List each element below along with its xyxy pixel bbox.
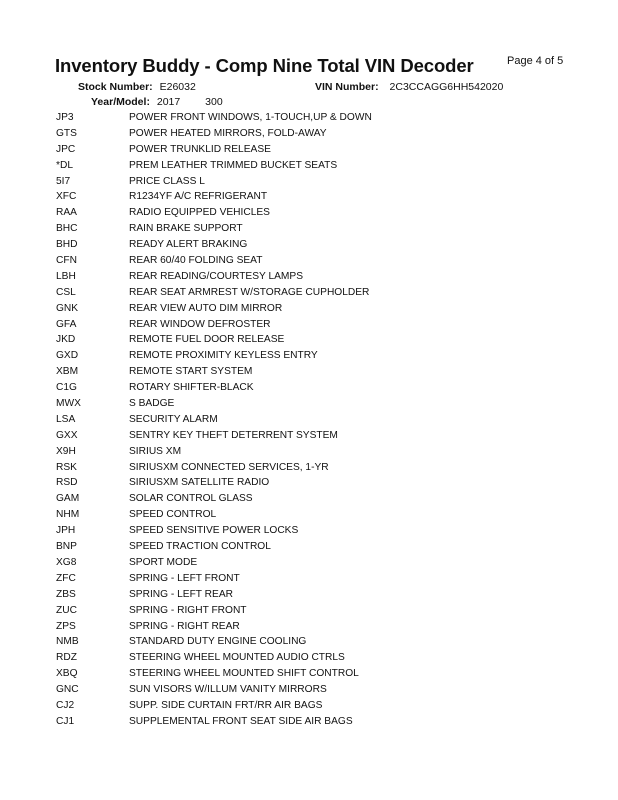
- option-code: GTS: [56, 127, 77, 139]
- option-description: REAR READING/COURTESY LAMPS: [129, 270, 303, 282]
- option-code: CJ1: [56, 715, 75, 727]
- option-description: POWER FRONT WINDOWS, 1-TOUCH,UP & DOWN: [129, 112, 372, 123]
- option-row: [56, 174, 576, 190]
- option-row: [56, 523, 576, 539]
- option-code: XBQ: [56, 668, 78, 680]
- option-code: NMB: [56, 636, 79, 648]
- option-code: 5I7: [56, 175, 71, 187]
- option-description: SPEED SENSITIVE POWER LOCKS: [129, 525, 299, 537]
- option-code: RSK: [56, 461, 77, 473]
- option-code: GAM: [56, 493, 80, 505]
- option-row: [56, 158, 576, 174]
- option-description: REAR VIEW AUTO DIM MIRROR: [129, 302, 283, 314]
- option-code: C1G: [56, 382, 77, 394]
- option-code: BNP: [56, 541, 77, 553]
- option-row: [56, 491, 576, 507]
- model-value: 300: [205, 96, 223, 108]
- option-code: ZPS: [56, 620, 76, 632]
- option-row: [56, 285, 576, 301]
- option-code: JPH: [56, 525, 76, 537]
- option-row: [56, 205, 576, 221]
- option-row: [56, 587, 576, 603]
- option-code: MWX: [56, 398, 81, 410]
- option-code: GXX: [56, 429, 78, 441]
- option-code: RAA: [56, 207, 77, 219]
- option-code: CFN: [56, 255, 77, 267]
- page-indicator: Page 4 of 5: [507, 55, 564, 67]
- option-description: STEERING WHEEL MOUNTED AUDIO CTRLS: [129, 652, 345, 664]
- option-row: [56, 460, 576, 476]
- option-row: [56, 698, 576, 714]
- option-code: BHD: [56, 239, 78, 251]
- option-description: RADIO EQUIPPED VEHICLES: [129, 207, 270, 219]
- option-description: SUN VISORS W/ILLUM VANITY MIRRORS: [129, 684, 327, 696]
- option-description: SUPP. SIDE CURTAIN FRT/RR AIR BAGS: [129, 699, 323, 711]
- option-code: CSL: [56, 286, 76, 298]
- stock-number-label: Stock Number:: [78, 81, 153, 93]
- option-row: [56, 714, 576, 730]
- option-code: CJ2: [56, 699, 75, 711]
- option-description: S BADGE: [129, 398, 175, 410]
- option-row: [56, 412, 576, 428]
- option-code: BHC: [56, 223, 78, 235]
- option-code: X9H: [56, 445, 76, 457]
- option-row: [56, 507, 576, 523]
- stock-number: [78, 81, 196, 93]
- option-row: [56, 682, 576, 698]
- option-row: [56, 650, 576, 666]
- option-description: SPORT MODE: [129, 556, 198, 568]
- option-row: [56, 396, 576, 412]
- option-description: SECURITY ALARM: [129, 413, 218, 425]
- option-description: READY ALERT BRAKING: [129, 239, 248, 251]
- option-row: [56, 142, 576, 158]
- year-value: 2017: [156, 96, 181, 108]
- option-description: SUPPLEMENTAL FRONT SEAT SIDE AIR BAGS: [129, 715, 353, 727]
- option-row: [56, 539, 576, 555]
- option-code: JKD: [56, 334, 76, 346]
- option-code: XFC: [56, 191, 77, 203]
- option-row: [56, 444, 576, 460]
- option-description: REMOTE PROXIMITY KEYLESS ENTRY: [129, 350, 318, 362]
- option-row: [56, 475, 576, 491]
- option-row: [56, 317, 576, 333]
- option-description: SIRIUSXM CONNECTED SERVICES, 1-YR: [129, 461, 329, 473]
- option-code: ZUC: [56, 604, 77, 616]
- option-description: SPEED TRACTION CONTROL: [129, 541, 271, 553]
- option-description: SPEED CONTROL: [129, 509, 217, 521]
- option-description: POWER HEATED MIRRORS, FOLD-AWAY: [129, 127, 327, 139]
- option-row: [56, 619, 576, 635]
- option-description: REAR WINDOW DEFROSTER: [129, 318, 271, 330]
- option-description: SPRING - LEFT REAR: [129, 588, 233, 600]
- option-description: STANDARD DUTY ENGINE COOLING: [129, 636, 307, 648]
- option-description: R1234YF A/C REFRIGERANT: [129, 191, 268, 203]
- stock-number-value: E26032: [159, 81, 196, 93]
- option-description: REAR 60/40 FOLDING SEAT: [129, 255, 263, 267]
- year-model-label: Year/Model:: [91, 96, 150, 108]
- option-description: RAIN BRAKE SUPPORT: [129, 223, 243, 235]
- option-code: RSD: [56, 477, 78, 489]
- option-code: *DL: [56, 159, 73, 171]
- year-model: [91, 96, 223, 108]
- option-row: [56, 380, 576, 396]
- option-row: [56, 348, 576, 364]
- option-row: [56, 571, 576, 587]
- option-description: SPRING - RIGHT FRONT: [129, 604, 247, 616]
- option-code: XG8: [56, 556, 77, 568]
- option-row: [56, 110, 576, 126]
- option-description: REAR SEAT ARMREST W/STORAGE CUPHOLDER: [129, 286, 370, 298]
- option-description: POWER TRUNKLID RELEASE: [129, 143, 271, 155]
- vin-number-value: 2C3CCAGG6HH542020: [389, 81, 504, 93]
- option-description: SPRING - LEFT FRONT: [129, 572, 240, 584]
- option-row: [56, 237, 576, 253]
- option-row: [56, 603, 576, 619]
- vin-number: [315, 81, 503, 93]
- option-row: [56, 301, 576, 317]
- option-description: SIRIUS XM: [129, 445, 182, 457]
- document-title: Inventory Buddy - Comp Nine Total VIN Decoder: [55, 55, 474, 76]
- option-code: LBH: [56, 270, 76, 282]
- option-description: REMOTE FUEL DOOR RELEASE: [129, 334, 285, 346]
- option-row: [56, 555, 576, 571]
- option-code: RDZ: [56, 652, 77, 664]
- option-row: [56, 269, 576, 285]
- option-code: JP3: [56, 112, 74, 123]
- option-code-list: [56, 110, 576, 730]
- option-description: SPRING - RIGHT REAR: [129, 620, 240, 632]
- option-code: GNC: [56, 684, 79, 696]
- option-description: PREM LEATHER TRIMMED BUCKET SEATS: [129, 159, 338, 171]
- option-code: NHM: [56, 509, 80, 521]
- option-description: STEERING WHEEL MOUNTED SHIFT CONTROL: [129, 668, 359, 680]
- option-row: [56, 189, 576, 205]
- option-row: [56, 364, 576, 380]
- option-description: SENTRY KEY THEFT DETERRENT SYSTEM: [129, 429, 338, 441]
- option-description: SIRIUSXM SATELLITE RADIO: [129, 477, 270, 489]
- option-code: XBM: [56, 366, 79, 378]
- option-code: LSA: [56, 413, 76, 425]
- option-code: JPC: [56, 143, 76, 155]
- option-code: ZBS: [56, 588, 76, 600]
- vin-number-label: VIN Number:: [315, 81, 379, 93]
- option-description: PRICE CLASS L: [129, 175, 205, 187]
- option-code: GXD: [56, 350, 79, 362]
- option-row: [56, 666, 576, 682]
- option-description: ROTARY SHIFTER-BLACK: [129, 382, 254, 394]
- option-code: GNK: [56, 302, 79, 314]
- option-row: [56, 126, 576, 142]
- option-row: [56, 221, 576, 237]
- option-code: GFA: [56, 318, 77, 330]
- option-code: ZFC: [56, 572, 76, 584]
- option-row: [56, 332, 576, 348]
- option-row: [56, 634, 576, 650]
- option-row: [56, 428, 576, 444]
- option-row: [56, 253, 576, 269]
- option-description: REMOTE START SYSTEM: [129, 366, 253, 378]
- option-description: SOLAR CONTROL GLASS: [129, 493, 253, 505]
